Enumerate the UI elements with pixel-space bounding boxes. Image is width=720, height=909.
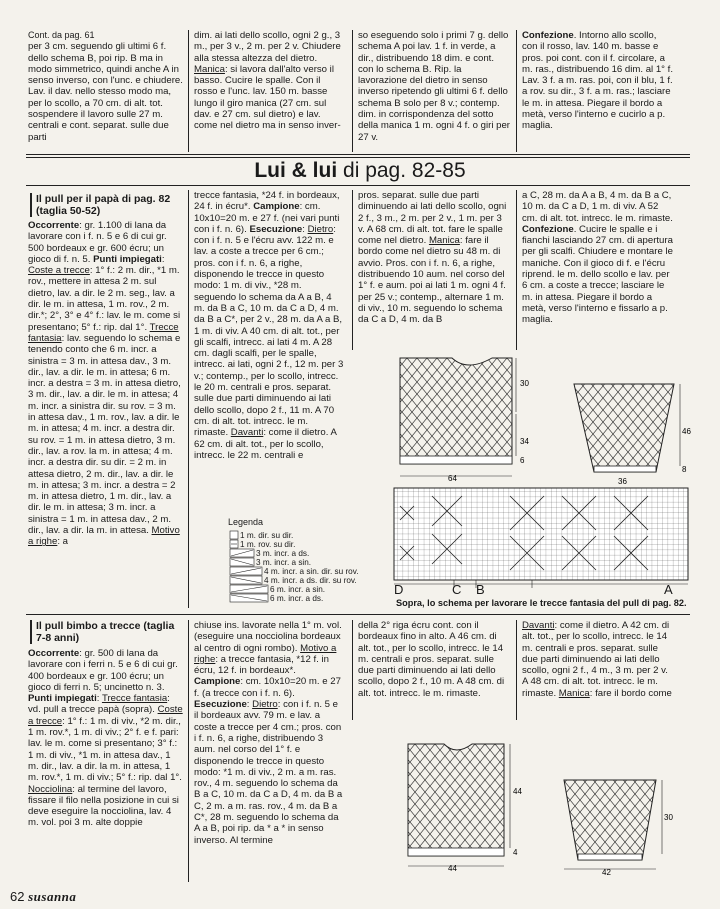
punti-label: Punti impiegati [93, 253, 162, 265]
nocciolina-label: Nocciolina [28, 783, 73, 795]
manica-label: Manica [194, 63, 225, 75]
dietro-label-2: Dietro [252, 699, 278, 711]
campione-text-2: : cm. 10x10=20 m. e 27 f. (a trecce con i f. n. 6). [194, 676, 341, 699]
sweater-schematic-1 [392, 352, 552, 482]
top-column-3 [358, 30, 510, 143]
top-column-1 [28, 30, 183, 143]
chart-caption: Sopra, lo schema per lavorare le trecce fantasia del pull di pag. 82. [396, 598, 687, 608]
trecce-text-2: : vd. pull a trecce papà (sopra). [28, 693, 170, 716]
section1-heading: Il pull per il papà di pag. 82 (taglia 50-52) [30, 193, 186, 217]
s1-column-2: trecce fantasia, *24 f. in bordeaux, 24 f. in écru*. Campione: cm. 10x10=20 m. e 27 f. (nei vari punti con i f. n. 6). Esecuzione: Dietro: con i f. n. 5 e l'écru avv. 122 m. e lav. a coste a trecce per 6 cm.; pros. con i f. n. 6, a righe, disponendo le trecce in questo modo: 1 m. di viv., *28 m. seguendo lo schema da A a B, 4 m. da B a C, 10 m. da C a D, 4 m. da B a C*, per 2 v., 28 m. da A a B, 1 m. di viv. A 40 cm. di alt. tot., per gli scalfi, intrecc. ai lati 4 m. A 28 cm. dagli scalfi, per le spalle, intrecc. ai lati, ogni 2 f., 12 m. per 3 v.; contemp., per lo scollo, intrecc. le 20 m. centrali e pros. separat. sulle due parti diminuendo ai lati dello scollo, dopo 2 f., 11 m. A 70 cm. di alt. tot. intrecc. le m. rimaste. Davanti: come il dietro. A 62 cm. di alt. tot., per lo scollo, intrecc. le 22 m. centrali e [194, 190, 344, 461]
page-number: 62 [10, 889, 25, 904]
section2-heading: Il pull bimbo a trecce (taglia 7-8 anni) [30, 620, 186, 644]
dim-42: 42 [602, 868, 611, 876]
trecce-label-2: Trecce fantasia [101, 693, 168, 705]
top-col3-text: so eseguendo solo i primi 7 g. dello schema A poi lav. 1 f. in verde, a dir., distribuendo 18 dim. e cont. con lo schema B. Rip. la lavorazione del dietro in senso inverso ripetendo gli ultimi 6 f. dello schema B solo per 8 v.; contemp. dim. in corrispondenza del sotto della manica 1 m. ogni 4 f. o giri per 27 v. [358, 30, 510, 143]
dim-4: 4 [513, 848, 518, 857]
sleeve-schematic-1 [568, 380, 698, 490]
manica-text: : fare il bordo come nel dietro su 48 m. di avvio. Pros. con i f. n. 6, a righe, distribuendo 10 aum. nel corso del 1° f. e aum. poi ai lati 1 m. ogni 4 f. per 25 v.; contemp., alternare 1 m. di viv., 10 m. seguendo lo schema da C a D, 4 m. da B [358, 235, 506, 326]
trecce-text: : lav. seguendo lo schema e tenendo conto che [28, 332, 181, 356]
legend-item-6: 4 m. incr. a ds. dir. su rov. [264, 576, 357, 585]
legend-item-1: 1 m. dir. su dir. [240, 531, 294, 540]
legend [228, 518, 388, 610]
chart-letter-b: B [476, 582, 485, 597]
davanti-text: : come il dietro. A 62 cm. di alt. tot., per lo scollo, intrecc. le 22 m. centrali e [194, 427, 337, 461]
dim-30-sleeve: 30 [664, 813, 673, 822]
top-col2-text: dim. ai lati dello scollo, ogni 2 g., 3 m., per 3 v., 2 m. per 2 v. Chiudere alla stessa altezza del dietro. [194, 30, 341, 64]
dim-64: 64 [448, 474, 457, 482]
dim-36: 36 [618, 477, 627, 486]
knitting-chart [392, 486, 692, 590]
dim-34: 34 [520, 437, 529, 446]
confezione-text: . Cucire le spalle e i fianchi lasciando 27 cm. di apertura per gli scalfi. Chiudere e montare le maniche. Con il gioco di f. e l'écru riprend. le m. dello scollo e lav. per 6 cm. a coste a trecce; lasciare le m. in attesa. Piegare il bordo a metà, verso l'interno e fissarlo a p. maglia. [522, 223, 673, 326]
legend-item-4: 3 m. incr. a sin. [256, 558, 312, 567]
trecce-detail: 6 m. incr. a sinistra = 3 m. in attesa dav., 3 m. dir., lav. a dir. le m. in attesa; 6 m. incr. a destra = 3 m. in attesa dietro, 3 m. dir., lav. a dir. le m. in attesa; 4 m. incr. a sinistra dir. su rov. = 3 m. in attesa dav., 1 m. rov., lav. a dir. le m. in attesa; 4 m. incr. a destra dir. su rov. = 1 m. in attesa dietro, 3 m. dir., lav. a rov. la m. in attesa; 4 m. incr. a destra dir. su dir. = 2 m. in attesa dietro, 2 m. dir., lav. a dir. le m. in attesa; 3 m. incr. a destra = 2 m. in attesa dietro, 1 m. dir., lav. a dir. le m. in attesa; 3 m. incr. a sinistra = 1 m. in attesa dav., 2 m. dir., lav. a dir. la m. in attesa. [28, 344, 181, 537]
legend-item-7: 6 m. incr. a sin. [270, 585, 326, 594]
top-column-4 [522, 30, 674, 132]
chart-letter-d: D [394, 582, 404, 597]
trecce-label: Trecce fantasia [28, 321, 179, 344]
dietro-text-2: : con i f. n. 5 e il bordeaux avv. 79 m. e lav. a coste a trecce per 4 cm.; pros. con i f. n. 6, a righe, distribuendo 3 aum. nel corso del 1° f. e disponendo le trecce in questo modo: *1 m. di viv., 2 m. a m. ras. rov., 4 m. seguendo lo schema da B a C, 10 m. da C a D, 4 m. da B a C, 2 m. a m. ras. rov., 4 m. da B a C*, 28 m. seguendo lo schema da A a B, poi rip. da * a * in senso inverso. Al termine [194, 699, 343, 846]
esecuzione-label: Esecuzione [249, 223, 303, 235]
occorrente-label-2: Occorrente [28, 648, 80, 659]
dim-44: 44 [513, 787, 522, 796]
motivo-tail: : a [57, 536, 69, 548]
motivo-text-2: : a trecce fantasia, *12 f. in écru, 12 f. in bordeaux*. [194, 653, 329, 677]
s1-col3-text: pros. separat. sulle due parti diminuendo ai lati dello scollo, ogni 2 f., 3 m., 2 m. per 2 v., 1 m. per 3 v. A 68 cm. di alt. tot. fare le spalle come nel dietro. [358, 190, 507, 247]
dim-8: 8 [682, 465, 687, 474]
s1-column-1: Occorrente: gr. 1.100 di lana da lavorare con i f. n. 5 e 6 di cui gr. 500 bordeaux e gr. 600 écru; un gioco di f. n. 5. Punti impiegati: Coste a trecce: 1° f.: 2 m. dir., *1 m. rov., mettere in attesa 2 m. sul dietro, lav. a dir. le 2 m. seg., lav. a dir. le m. in attesa, 1 m. rov., 2 m. dir.*; 2°, 3° e 4° f.: lav. le m. come si presentano; 5° f.: rip. dal 1°. Trecce fantasia: lav. seguendo lo schema e tenendo conto che 6 m. incr. a sinistra = 3 m. in attesa dav., 3 m. dir., lav. a dir. le m. in attesa; 6 m. incr. a destra = 3 m. in attesa dietro, 3 m. dir., lav. a dir. le m. in attesa; 4 m. incr. a sinistra dir. su rov. = 3 m. in attesa dav., 1 m. rov., lav. a dir. le m. in attesa; 4 m. incr. a destra dir. su rov. = 1 m. in attesa dietro, 3 m. dir., lav. a rov. la m. in attesa; 4 m. incr. a destra dir. su dir. = 2 m. in attesa dietro, 2 m. dir., lav. a dir. le m. in attesa; 3 m. incr. a destra = 2 m. in attesa dietro, 1 m. dir., lav. a dir. le m. in attesa; 3 m. incr. a sinistra = 1 m. in attesa dav., 2 m. dir., lav. a dir. la m. in attesa. Motivo a righe: a [28, 220, 181, 548]
davanti-label: Davanti [230, 427, 264, 439]
manica-text-3: : fare il bordo come [589, 687, 672, 699]
motivo-label-2: Motivo a righe [194, 642, 337, 665]
dim-46: 46 [682, 427, 691, 436]
top-col2-text-b: : si lavora dall'alto verso il basso. Cucire le spalle. Con il rosso e l'unc. lav. 150 m. basse lungo il giro manica (27 cm. sul dav. e 27 cm. sul dietro) e lav. come nel dietro ma in senso inver- [194, 63, 341, 132]
esecuzione-label-2: Esecuzione [194, 699, 247, 711]
coste-label-2: Coste a trecce [28, 704, 183, 727]
davanti-label-2: Davanti [522, 620, 555, 631]
motivo-label: Motivo a righe [28, 525, 180, 548]
chart-letter-a: A [664, 582, 673, 597]
s2-col2-text: chiuse ins. lavorate nella 1° m. vol. (eseguire una nocciolina bordeaux al centro di ogni rombo). [194, 620, 342, 654]
s1-column-3 [358, 190, 510, 326]
dim-30: 30 [520, 379, 529, 388]
s1-col4-text: a C, 28 m. da A a B, 4 m. da B a C, 10 m. da C a D, 1 m. di viv. A 52 cm. di alt. tot. intrecc. le m. rimaste. [522, 190, 673, 224]
top-col4-text: . Intorno allo scollo, con il rosso, lav. 140 m. basse e pros. poi cont. con il f. circolare, a m. ras., distribuendo 16 dim. al 1° f. Lav. 3 f. a m. ras. poi, con il blu, 1 f. a rov. su dir., 3 f. a m. ras.; lasciare le m. in attesa. Piegare il bordo a metà, verso l'interno e cucirlo a p. maglia. [522, 30, 674, 132]
legend-item-8: 6 m. incr. a ds. [270, 594, 324, 603]
coste-text-2: : 1° f.: 1 m. di viv., *2 m. dir., 1 m. rov.*, 1 m. di viv.; 2° f. e f. pari: lav. le m. come si presentano; 3° f.: 1 m. di viv., *1 m. in attesa dav., 1 m. dir., lav. a dir. la m. in attesa, 1 m. rov.*, 1 m. di viv.; 5° f.: rip. dal 1°. [28, 715, 182, 784]
magazine-brand: susanna [28, 889, 77, 904]
top-column-2 [194, 30, 346, 132]
top-col1-text: per 3 cm. seguendo gli ultimi 6 f. dello schema B, poi rip. B ma in modo simmetrico, quindi anche A in senso inverso, con l'unc. e chiudere. Lav. il dav. nello stesso modo ma, per lo scollo, a 70 cm. di alt. tot. sospendere il lavoro sulle 27 m. centrali e cont. separat. sulle due parti [28, 41, 183, 143]
legend-item-2: 1 m. rov. su dir. [240, 540, 296, 549]
confezione-label-2: Confezione [522, 223, 574, 235]
coste-label: Coste a trecce [28, 265, 90, 277]
s2-column-4 [522, 620, 674, 699]
punti-label-2: Punti impiegati [28, 693, 97, 705]
occorrente-text-2: : gr. 500 di lana da lavorare con i ferri n. 5 e 6 di cui gr. 400 bordeaux e gr. 100 écru; un gioco di ferri n. 5; uncinetto n. 3. [28, 648, 178, 693]
s2-column-2: chiuse ins. lavorate nella 1° m. vol. (eseguire una nocciolina bordeaux al centro di ogni rombo). Motivo a righe: a trecce fantasia, *12 f. in écru, 12 f. in bordeaux*. Campione: cm. 10x10=20 m. e 27 f. (a trecce con i f. n. 6). Esecuzione: Dietro: con i f. n. 5 e il bordeaux avv. 79 m. e lav. a coste a trecce per 4 cm.; pros. con i f. n. 6, a righe, distribuendo 3 aum. nel corso del 1° f. e disponendo le trecce in questo modo: *1 m. di viv., 2 m. a m. ras. rov., 4 m. seguendo lo schema da B a C, 10 m. da C a D, 4 m. da B a C, 2 m. a m. ras. rov., 4 m. da B a C*, 28 m. seguendo lo schema da A a B, poi rip. da * a * in senso inverso. Al termine [194, 620, 343, 846]
campione-label: Campione [253, 201, 300, 213]
s2-column-3 [358, 620, 510, 699]
legend-item-5: 4 m. incr. a sin. dir. su rov. [264, 567, 359, 576]
dim-6: 6 [520, 456, 525, 465]
sleeve-schematic-2 [560, 776, 680, 876]
section-banner [0, 158, 720, 184]
continued-label: Cont. da pag. 61 [28, 30, 95, 40]
banner-title: Lui & lui [254, 159, 338, 182]
davanti-text-2: : come il dietro. A 42 cm. di alt. tot., per lo scollo, intrecc. le 14 m. centrali e pros. separat. sulle due parti diminuendo ai lati dello scollo, ogni 2 f., 4 m., 3 m. per 2 v. A 48 cm. di alt. tot. intrecc. le m. rimaste. [522, 620, 670, 699]
legend-item-3: 3 m. incr. a ds. [256, 549, 310, 558]
sweater-schematic-2 [400, 738, 530, 872]
dietro-label: Dietro [307, 223, 334, 235]
s2-col3-text: della 2° riga écru cont. con il bordeaux fino in alto. A 46 cm. di alt. tot., per lo scollo, intrecc. le 14 m. centrali e pros. separat. sulle due parti diminuendo ai lati dello scollo, dopo 2 f., 10 m. A 48 cm. di alt. tot. intrecc. le m. rimaste. [358, 620, 505, 699]
dim-44-width: 44 [448, 864, 457, 872]
campione-text: : cm. 10x10=20 m. e 27 f. (nei vari punti con i f. n. 6). [194, 201, 340, 235]
campione-label-2: Campione [194, 676, 241, 688]
coste-text: : 1° f.: 2 m. dir., *1 m. rov., mettere in attesa 2 m. sul dietro, lav. a dir. le 2 m. seg., lav. a dir. le m. in attesa, 1 m. rov., 2 m. dir.*; 2°, 3° e 4° f.: lav. le m. come si presentano; 5° f.: rip. dal 1°. [28, 265, 181, 333]
occorrente-text: : gr. 1.100 di lana da lavorare con i f. n. 5 e 6 di cui gr. 500 bordeaux e gr. 600 écru; un gioco di f. n. 5. [28, 220, 167, 265]
chart-letter-c: C [452, 582, 462, 597]
legend-title: Legenda [228, 517, 264, 527]
s2-column-1: Occorrente: gr. 500 di lana da lavorare con i ferri n. 5 e 6 di cui gr. 400 bordeaux e gr. 100 écru; un gioco di ferri n. 5; uncinetto n. 3. Punti impiegati: Trecce fantasia: vd. pull a trecce papà (sopra). Coste a trecce: 1° f.: 1 m. di viv., *2 m. dir., 1 m. rov.*, 1 m. di viv.; 2° f. e f. pari: lav. le m. come si presentano; 3° f.: 1 m. di viv., *1 m. in attesa dav., 1 m. dir., lav. a dir. la m. in attesa, 1 m. rov.*, 1 m. di viv.; 5° f.: rip. dal 1°. Nocciolina: al termine del lavoro, fissare il filo nella posizione in cui si deve eseguire la nocciolina, lav. 4 m. vol. poi 3 m. alte doppie [28, 648, 183, 829]
occorrente-label: Occorrente [28, 220, 80, 231]
manica-label-2: Manica [428, 235, 460, 247]
manica-label-3: Manica [558, 687, 590, 699]
dietro-text: : con i f. n. 5 e l'écru avv. 122 m. e lav. a coste a trecce per 6 cm.; pros. con i f. n. 6, a righe, disponendo le trecce in questo modo: 1 m. di viv., *28 m. seguendo lo schema da A a B, 4 m. da B a C, 10 m. da C a D, 4 m. da B a C*, per 2 v., 28 m. da A a B, 1 m. di viv. A 40 cm. di alt. tot., per gli scalfi, intrecc. ai lati 4 m. A 28 cm. dagli scalfi, per le spalle, intrecc. ai lati, ogni 2 f., 12 m. per 3 v.; contemp., per lo scollo, intrecc. le 20 m. centrali e pros. separat. sulle due parti diminuendo ai lati dello scollo, dopo 2 f., 11 m. A 70 cm. di alt. tot. intrecc. le m. rimaste. [194, 223, 344, 439]
s1-column-4 [522, 190, 674, 326]
confezione-label: Confezione [522, 30, 574, 41]
nocciolina-text: : al termine del lavoro, fissare il filo nella posizione in cui si deve eseguire la nocciolina, lav. 4 m. vol. poi 3 m. alte doppie [28, 783, 179, 829]
page-footer [10, 889, 76, 905]
s1-col2-text: trecce fantasia, *24 f. in bordeaux, 24 f. in écru*. [194, 190, 340, 213]
banner-pages: di pag. 82-85 [337, 159, 466, 182]
